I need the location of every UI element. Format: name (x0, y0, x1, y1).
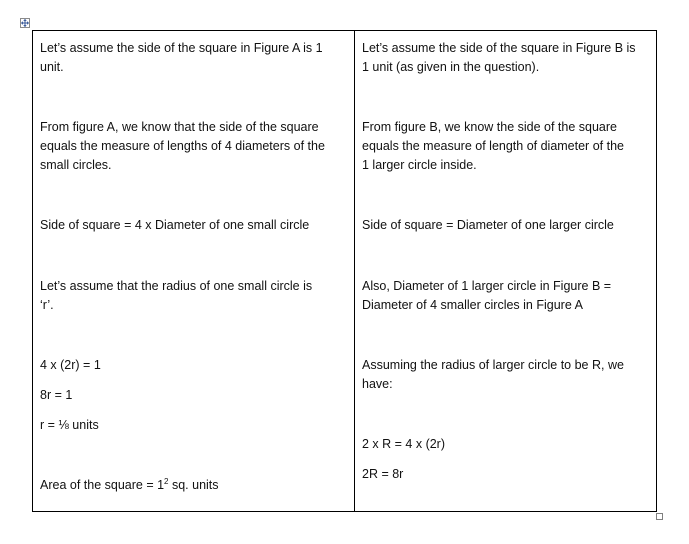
col-b-line: have: (362, 377, 393, 391)
col-a-line: Side of square = 4 x Diameter of one small circle (40, 218, 310, 232)
area-exponent: 2 (164, 477, 169, 486)
col-a-line: Let’s assume that the radius of one small circle is (40, 279, 313, 293)
col-a-equation: r = ⅛ units (40, 418, 99, 432)
col-a-line: Let’s assume the side of the square in Figure A is 1 (40, 41, 323, 55)
table-resize-handle-icon[interactable] (656, 513, 663, 520)
col-b-line: Let’s assume the side of the square in Figure B is (362, 41, 636, 55)
col-a-line: equals the measure of lengths of 4 diameters of the (40, 139, 325, 153)
col-b-line: From figure B, we know the side of the square (362, 120, 617, 134)
col-b-line: Side of square = Diameter of one larger circle (362, 218, 614, 232)
col-a-area-line (40, 476, 219, 495)
area-unit: sq. units (168, 478, 219, 492)
col-b-line: equals the measure of length of diameter of the (362, 139, 624, 153)
col-b-line: 1 unit (as given in the question). (362, 60, 540, 74)
table-move-handle-icon[interactable] (20, 18, 30, 28)
col-a-line: unit. (40, 60, 64, 74)
col-a-equation: 4 x (2r) = 1 (40, 358, 101, 372)
col-b-line: 1 larger circle inside. (362, 158, 477, 172)
col-b-equation: 2R = 8r (362, 467, 404, 481)
col-a-line: small circles. (40, 158, 112, 172)
column-divider (354, 31, 355, 511)
col-b-equation: 2 x R = 4 x (2r) (362, 437, 446, 451)
col-a-equation: 8r = 1 (40, 388, 73, 402)
col-b-line: Also, Diameter of 1 larger circle in Figure B = (362, 279, 612, 293)
col-b-line: Assuming the radius of larger circle to be R, we (362, 358, 624, 372)
comparison-table (32, 30, 657, 512)
area-label: Area of the square = 1 (40, 478, 165, 492)
col-b-line: Diameter of 4 smaller circles in Figure A (362, 298, 583, 312)
col-a-line: ‘r’. (40, 298, 54, 312)
col-a-line: From figure A, we know that the side of the square (40, 120, 319, 134)
